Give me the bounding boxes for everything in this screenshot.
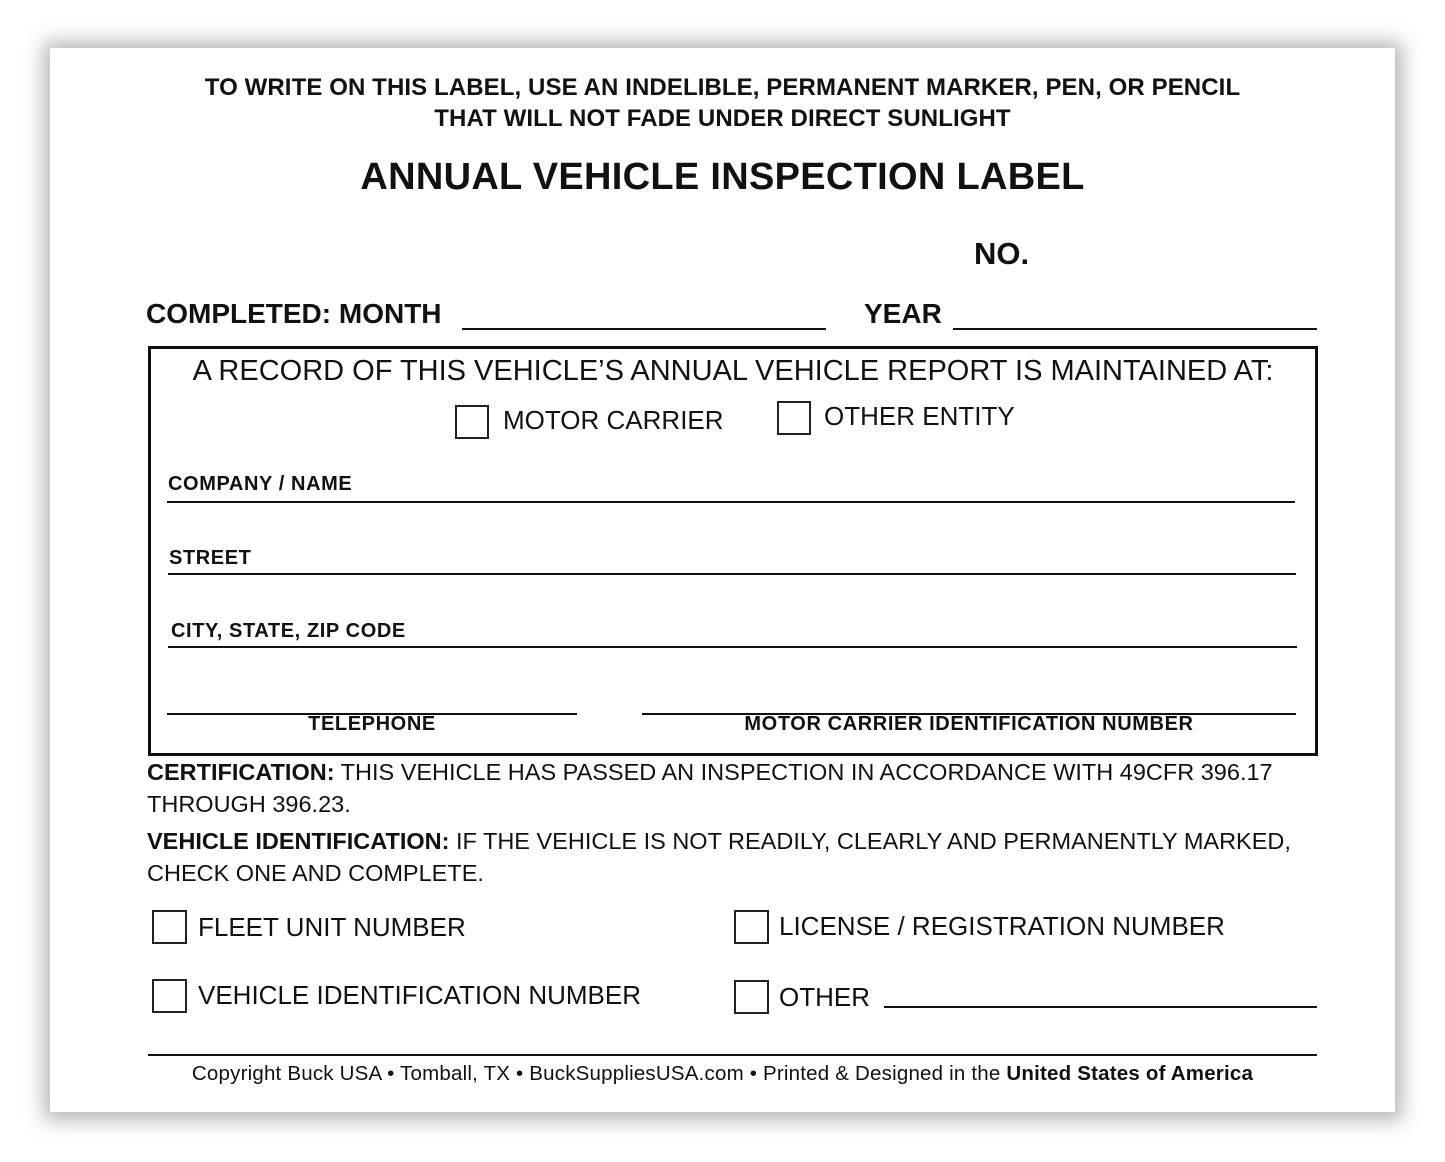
label-title: ANNUAL VEHICLE INSPECTION LABEL <box>360 156 1085 198</box>
number-label: NO. <box>974 236 1030 271</box>
warning-line-1: TO WRITE ON THIS LABEL, USE AN INDELIBLE, PERMANENT MARKER, PEN, OR PENCIL <box>204 74 1241 101</box>
vehicle-identification-text: IF THE VEHICLE IS NOT READILY, CLEARLY AND PERMANENTLY MARKED, CHECK ONE AND COMPLETE. <box>147 828 1291 886</box>
month-blank[interactable] <box>462 328 826 330</box>
footer-divider <box>148 1054 1317 1056</box>
company-name-line[interactable] <box>167 501 1295 503</box>
city-state-zip-line[interactable] <box>168 646 1297 648</box>
warning-line-2: THAT WILL NOT FADE UNDER DIRECT SUNLIGHT <box>434 105 1011 132</box>
license-registration-checkbox[interactable] <box>734 910 769 944</box>
footer-copyright <box>50 1062 1395 1086</box>
vin-option: VEHICLE IDENTIFICATION NUMBER <box>198 980 642 1010</box>
fleet-unit-checkbox[interactable] <box>152 910 187 944</box>
street-line[interactable] <box>168 573 1296 575</box>
other-option: OTHER <box>779 982 870 1012</box>
footer-country: United States of America <box>1006 1062 1254 1085</box>
vehicle-identification-statement <box>147 825 1327 889</box>
certification-text: THIS VEHICLE HAS PASSED AN INSPECTION IN ACCORDANCE WITH 49CFR 396.17 THROUGH 396.23. <box>147 759 1273 817</box>
vin-checkbox[interactable] <box>152 979 187 1013</box>
record-heading: A RECORD OF THIS VEHICLE’S ANNUAL VEHICLE REPORT IS MAINTAINED AT: <box>192 355 1274 387</box>
inspection-label <box>50 48 1395 1112</box>
street-label: STREET <box>169 547 252 569</box>
mc-number-label: MOTOR CARRIER IDENTIFICATION NUMBER <box>744 713 1194 735</box>
record-box <box>148 346 1318 756</box>
company-name-label: COMPANY / NAME <box>168 473 353 495</box>
city-state-zip-label: CITY, STATE, ZIP CODE <box>171 620 406 642</box>
motor-carrier-option: MOTOR CARRIER <box>503 405 724 435</box>
vehicle-identification-lead: VEHICLE IDENTIFICATION: <box>147 828 450 854</box>
year-label: YEAR <box>864 298 942 329</box>
license-registration-option: LICENSE / REGISTRATION NUMBER <box>779 911 1225 941</box>
year-blank[interactable] <box>953 328 1317 330</box>
other-checkbox[interactable] <box>734 980 769 1014</box>
fleet-unit-option: FLEET UNIT NUMBER <box>198 912 466 942</box>
other-blank[interactable] <box>884 1006 1317 1008</box>
certification-lead: CERTIFICATION: <box>147 759 335 785</box>
certification-statement <box>147 756 1327 820</box>
footer-text: Copyright Buck USA • Tomball, TX • BuckSuppliesUSA.com • Printed & Designed in the <box>191 1062 1007 1085</box>
completed-month-label: COMPLETED: MONTH <box>146 298 442 329</box>
motor-carrier-checkbox[interactable] <box>455 405 489 439</box>
other-entity-checkbox[interactable] <box>777 401 811 435</box>
other-entity-option: OTHER ENTITY <box>824 401 1015 431</box>
telephone-label: TELEPHONE <box>308 713 436 735</box>
